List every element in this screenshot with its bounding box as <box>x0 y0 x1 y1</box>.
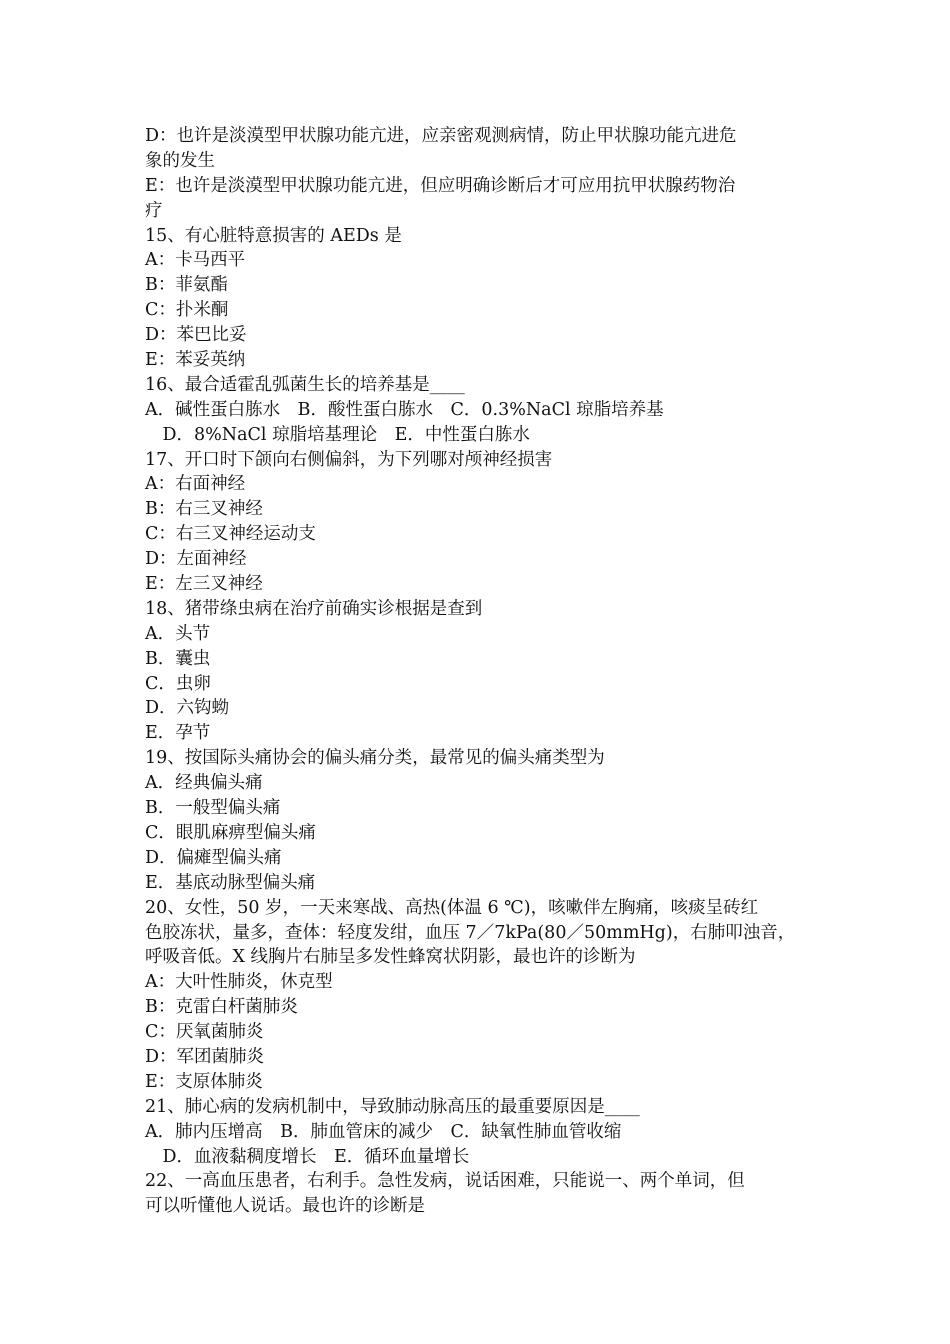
option-line: A．头节 <box>145 623 211 644</box>
option-line: C：厌氧菌肺炎 <box>145 1022 264 1043</box>
question-21: 21、肺心病的发病机制中，导致肺动脉高压的最重要原因是____ <box>145 1096 640 1117</box>
option-line: C．眼肌麻痹型偏头痛 <box>145 822 316 843</box>
option-line: B：菲氨酯 <box>145 275 228 296</box>
option-line: A．肺内压增高 B．肺血管床的减少 C．缺氧性肺血管收缩 <box>145 1121 622 1142</box>
option-line: C：右三叉神经运动支 <box>145 524 316 545</box>
text-line: 色胶冻状，量多，查体：轻度发绀，血压 7／7kPa(80／50mmHg)，右肺叩浊音， <box>145 922 796 943</box>
option-line: B：克雷白杆菌肺炎 <box>145 997 298 1018</box>
text-line: E：也许是淡漠型甲状腺功能亢进，但应明确诊断后才可应用抗甲状腺药物治 <box>145 175 736 196</box>
option-line: E：苯妥英纳 <box>145 350 246 371</box>
question-19: 19、按国际头痛协会的偏头痛分类，最常见的偏头痛类型为 <box>145 748 605 769</box>
text-line: 象的发生 <box>145 150 215 171</box>
option-line: C：扑米酮 <box>145 300 229 321</box>
question-16: 16、最合适霍乱弧菌生长的培养基是____ <box>145 374 465 395</box>
question-20: 20、女性，50 岁，一天来寒战、高热(体温 6 ℃)，咳嗽伴左胸痛，咳痰呈砖红 <box>145 897 759 918</box>
option-line: D：军团菌肺炎 <box>145 1046 265 1067</box>
question-18: 18、猪带绦虫病在治疗前确实诊根据是查到 <box>145 598 483 619</box>
option-line: B．囊虫 <box>145 648 211 669</box>
option-line: D：苯巴比妥 <box>145 325 247 346</box>
option-line: D：左面神经 <box>145 549 247 570</box>
question-15: 15、有心脏特意损害的 AEDs 是 <box>145 225 402 246</box>
option-line: A：卡马西平 <box>145 250 246 271</box>
option-line: A：大叶性肺炎，休克型 <box>145 972 333 993</box>
document-body <box>145 124 825 1219</box>
option-line: A：右面神经 <box>145 474 246 495</box>
option-line: E．孕节 <box>145 723 211 744</box>
option-line: A．经典偏头痛 <box>145 773 263 794</box>
question-22: 22、一高血压患者，右利手。急性发病，说话困难，只能说一、两个单词，但 <box>145 1171 745 1192</box>
text-line: 疗 <box>145 200 163 221</box>
option-line: E．基底动脉型偏头痛 <box>145 872 316 893</box>
text-line: 可以听懂他人说话。最也许的诊断是 <box>145 1196 425 1217</box>
text-line: 呼吸音低。X 线胸片右肺呈多发性蜂窝状阴影，最也许的诊断为 <box>145 947 636 968</box>
option-line: C．虫卵 <box>145 673 211 694</box>
question-17: 17、开口时下颌向右侧偏斜，为下列哪对颅神经损害 <box>145 449 553 470</box>
option-line: E：左三叉神经 <box>145 574 263 595</box>
option-line: D．血液黏稠度增长 E．循环血量增长 <box>145 1146 470 1167</box>
option-line: E：支原体肺炎 <box>145 1071 263 1092</box>
option-line: B：右三叉神经 <box>145 499 263 520</box>
option-line: B．一般型偏头痛 <box>145 798 281 819</box>
option-line: A．碱性蛋白胨水 B．酸性蛋白胨水 C．0.3%NaCl 琼脂培养基 <box>145 399 664 420</box>
option-line: D．六钩蚴 <box>145 698 230 719</box>
text-line: D：也许是淡漠型甲状腺功能亢进，应亲密观测病情，防止甲状腺功能亢进危 <box>145 126 737 146</box>
option-line: D．偏瘫型偏头痛 <box>145 847 282 868</box>
option-line: D．8%NaCl 琼脂培基理论 E．中性蛋白胨水 <box>145 424 530 445</box>
